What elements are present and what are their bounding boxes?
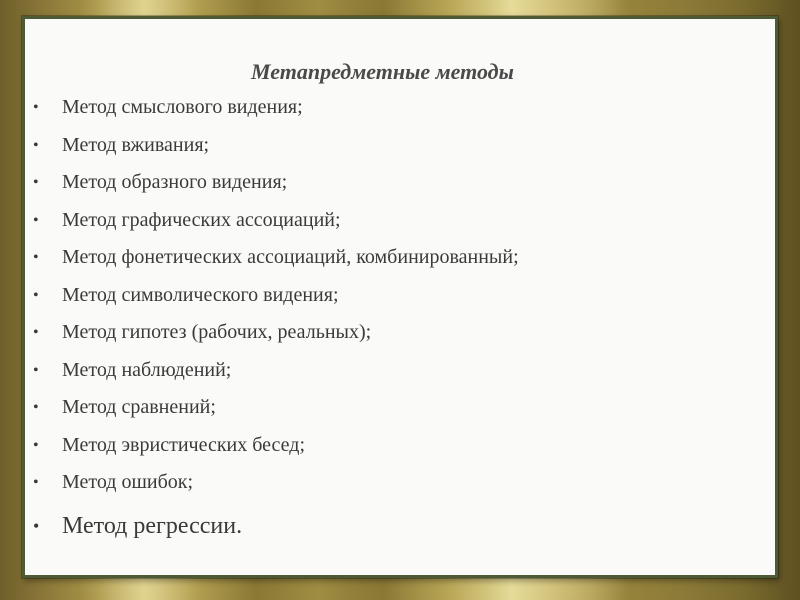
list-item-text: Метод ошибок;: [62, 471, 194, 493]
list-item: [25, 427, 775, 465]
list-item-text: Метод смыслового видения;: [62, 96, 303, 118]
slide-panel: [22, 16, 778, 578]
list-item: [25, 164, 775, 202]
list-item: [25, 239, 775, 277]
list-item-text: Метод символического видения;: [62, 283, 339, 306]
list-item-emphasized: [25, 504, 775, 548]
list-item: [25, 464, 775, 502]
list-item: [25, 314, 775, 352]
method-list: [25, 89, 775, 548]
slide-title: Метапредметные методы: [251, 59, 514, 84]
list-item-text: Метод регрессии.: [62, 512, 243, 539]
list-item: [25, 202, 775, 240]
list-item: [25, 277, 775, 315]
list-item-text: Метод гипотез (рабочих, реальных);: [62, 321, 372, 343]
bullet-icon: •: [33, 515, 40, 536]
list-item-text: Метод наблюдений;: [62, 358, 232, 381]
bullet-icon: •: [33, 211, 39, 229]
bullet-icon: •: [33, 324, 39, 341]
bullet-icon: •: [33, 99, 39, 116]
list-item-text: Метод образного видения;: [62, 171, 288, 193]
list-item-text: Метод фонетических ассоциаций, комбинированный;: [62, 246, 519, 268]
bullet-icon: •: [33, 436, 39, 454]
bullet-icon: •: [33, 361, 39, 379]
bullet-icon: •: [33, 136, 39, 154]
list-item: [25, 89, 775, 127]
list-item: [25, 352, 775, 390]
list-item-text: Метод сравнений;: [62, 396, 216, 418]
list-item: [25, 127, 775, 165]
list-item-text: Метод графических ассоциаций;: [62, 208, 341, 231]
list-item-text: Метод эвристических бесед;: [62, 433, 306, 456]
list-item: [25, 389, 775, 427]
bullet-icon: •: [33, 474, 39, 491]
bullet-icon: •: [33, 286, 39, 304]
bullet-icon: •: [33, 249, 39, 266]
bullet-icon: •: [33, 174, 39, 191]
list-item-text: Метод вживания;: [62, 133, 210, 156]
bullet-icon: •: [33, 399, 39, 416]
